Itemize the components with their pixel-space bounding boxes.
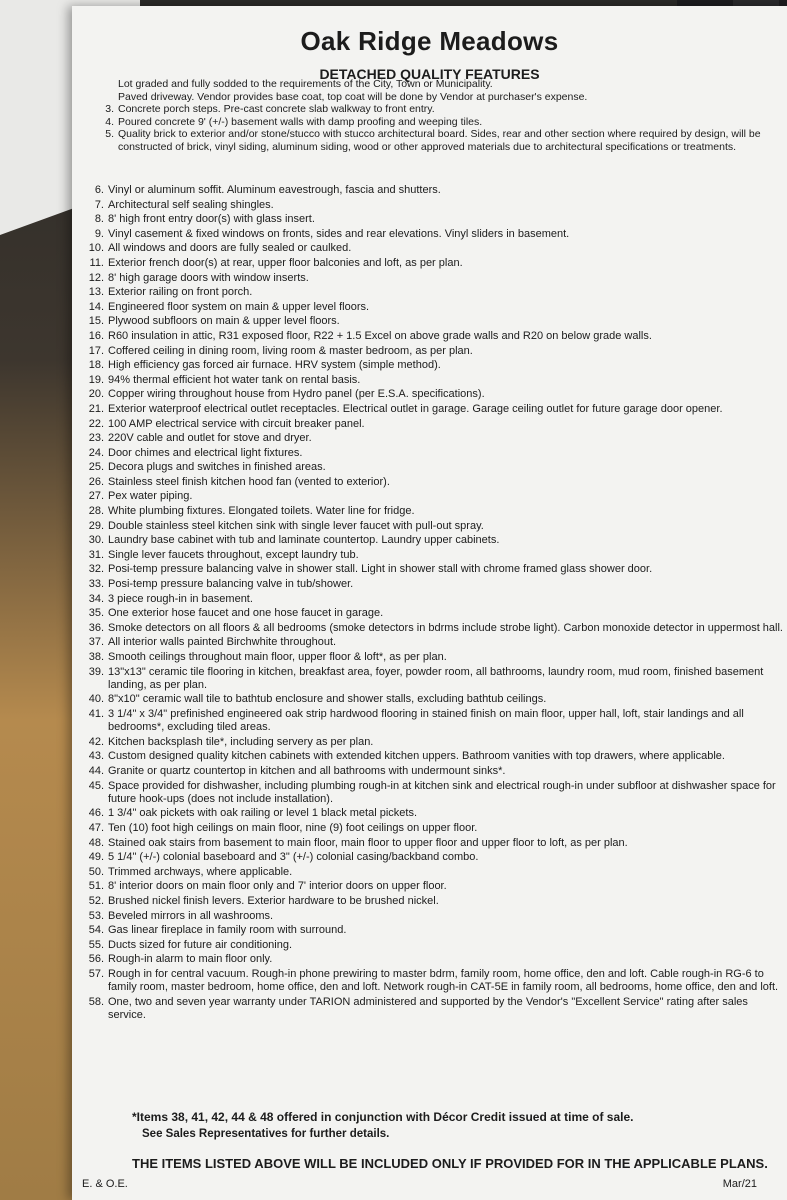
feature-text: Plywood subfloors on main & upper level floors. (108, 315, 340, 328)
feature-number: 54. (88, 924, 104, 937)
feature-number: 41. (88, 707, 104, 720)
feature-number: 6. (94, 184, 104, 196)
eoe-mark: E. & O.E. (82, 1178, 128, 1190)
footnote-line2: See Sales Representatives for further details. (142, 1128, 390, 1140)
feature-text: 5 1/4" (+/-) colonial baseboard and 3" (+/-) colonial casing/backband combo. (108, 851, 479, 864)
feature-text: Quality brick to exterior and/or stone/stucco with stucco architectural board. Sides, rear and other section where required by design, will be constructed of brick, vinyl siding, aluminum siding, wood or other approved materials due to architectural specifications or treatments. (118, 128, 761, 153)
feature-number: 44. (88, 764, 104, 777)
feature-item (78, 666, 783, 692)
feature-number: 3. (105, 103, 114, 115)
feature-item (78, 199, 783, 212)
feature-item (78, 578, 783, 591)
feature-number: 10. (88, 242, 104, 255)
feature-number: 7. (94, 198, 104, 211)
feature-text: Architectural self sealing shingles. (108, 198, 274, 211)
feature-text: 8' high front entry door(s) with glass insert. (108, 213, 315, 226)
feature-item (78, 895, 783, 908)
feature-text: 8' interior doors on main floor only and 7' interior doors on upper floor. (108, 880, 447, 893)
feature-text: Vinyl casement & fixed windows on fronts, sides and rear elevations. Vinyl sliders in basement. (108, 227, 570, 240)
revision-date: Mar/21 (722, 1178, 757, 1190)
feature-number: 53. (88, 909, 104, 922)
feature-number: 38. (88, 651, 104, 663)
feature-text: Exterior waterproof electrical outlet receptacles. Electrical outlet in garage. Garage ceiling outlet for future garage door opener. (108, 402, 723, 415)
feature-text: Posi-temp pressure balancing valve in tub/shower. (108, 578, 354, 591)
feature-item (78, 851, 783, 864)
feature-text: Laundry base cabinet with tub and laminate countertop. Laundry upper cabinets. (108, 534, 500, 547)
feature-number: 46. (88, 807, 104, 820)
feature-item (88, 91, 779, 104)
footnote (132, 1109, 783, 1143)
feature-item (78, 301, 783, 314)
feature-number: 37. (88, 636, 104, 649)
feature-text: Poured concrete 9' (+/-) basement walls with damp proofing and weeping tiles. (118, 115, 483, 128)
feature-number: 12. (88, 271, 104, 284)
feature-item (78, 651, 783, 664)
feature-number: 55. (88, 938, 104, 951)
feature-text: Stainless steel finish kitchen hood fan (vented to exterior). (108, 475, 390, 488)
feature-number: 9. (94, 227, 104, 240)
feature-item (78, 388, 783, 401)
feature-item (78, 996, 783, 1022)
feature-number: 36. (88, 621, 104, 634)
feature-text: Custom designed quality kitchen cabinets with extended kitchen uppers. Bathroom vanities with top drawers, where applicable. (108, 750, 725, 763)
feature-number: 35. (88, 607, 104, 620)
feature-number: 23. (88, 432, 104, 445)
feature-text: Beveled mirrors in all washrooms. (108, 909, 274, 922)
feature-number: 33. (88, 578, 104, 591)
feature-number: 39. (88, 665, 104, 678)
feature-item (78, 549, 783, 562)
feature-item (78, 228, 783, 241)
feature-number: 29. (88, 519, 104, 532)
feature-text: Gas linear fireplace in family room with surround. (108, 924, 347, 937)
feature-text: Vinyl or aluminum soffit. Aluminum eavestrough, fascia and shutters. (108, 184, 441, 196)
feature-text: Brushed nickel finish levers. Exterior hardware to be brushed nickel. (108, 894, 439, 907)
feature-item (78, 924, 783, 937)
feature-item (78, 213, 783, 226)
feature-number: 18. (88, 359, 104, 372)
feature-number: 40. (88, 693, 104, 706)
feature-number: 13. (88, 286, 104, 299)
feature-text: Smoke detectors on all floors & all bedrooms (smoke detectors in bdrms include strobe light). Carbon monoxide detector in uppermost hall. (108, 621, 783, 634)
feature-number: 16. (88, 329, 104, 342)
feature-number: 48. (88, 836, 104, 849)
feature-number: 8. (94, 213, 104, 226)
feature-number (88, 78, 118, 91)
feature-text: Exterior french door(s) at rear, upper floor balconies and loft, as per plan. (108, 256, 463, 269)
feature-number: 14. (88, 300, 104, 313)
feature-text: One, two and seven year warranty under TARION administered and supported by the Vendor's "Excellent Service" rating after sales service. (108, 995, 748, 1021)
feature-number: 52. (88, 894, 104, 907)
feature-text: 94% thermal efficient hot water tank on rental basis. (108, 373, 361, 386)
feature-item (78, 447, 783, 460)
feature-number: 4. (105, 115, 114, 128)
feature-item (78, 432, 783, 445)
feature-number: 26. (88, 475, 104, 488)
feature-item (78, 534, 783, 547)
feature-text: Concrete porch steps. Pre-cast concrete slab walkway to front entry. (118, 103, 435, 115)
feature-text: Rough-in alarm to main floor only. (108, 953, 273, 966)
feature-text: 3 piece rough-in in basement. (108, 592, 253, 605)
feature-item (88, 128, 779, 153)
feature-text: Lot graded and fully sodded to the requirements of the City, Town or Municipality. (118, 78, 493, 90)
feature-number: 19. (88, 373, 104, 386)
feature-item (78, 242, 783, 255)
plans-notice: THE ITEMS LISTED ABOVE WILL BE INCLUDED ONLY IF PROVIDED FOR IN THE APPLICABLE PLANS. (132, 1156, 768, 1171)
feature-item (78, 359, 783, 372)
document-subtitle: DETACHED QUALITY FEATURES (319, 66, 540, 82)
feature-item (78, 184, 783, 197)
feature-number: 11. (89, 256, 104, 269)
feature-number (88, 91, 118, 104)
feature-text: Smooth ceilings throughout main floor, upper floor & loft*, as per plan. (108, 651, 447, 663)
feature-text: Space provided for dishwasher, including plumbing rough-in at kitchen sink and electrical rough-in under subfloor at dishwasher space for future hook-ups (does not include installation). (108, 779, 776, 805)
feature-number: 22. (88, 417, 104, 430)
feature-item (78, 822, 783, 835)
feature-text: Pex water piping. (108, 490, 193, 503)
feature-number: 56. (88, 953, 104, 966)
feature-number: 20. (88, 388, 104, 401)
feature-number: 50. (88, 865, 104, 878)
feature-number: 43. (88, 750, 104, 763)
feature-number: 34. (88, 592, 104, 605)
feature-text: 220V cable and outlet for stove and dryer. (108, 432, 312, 445)
feature-number: 32. (88, 563, 104, 576)
feature-item (78, 708, 783, 734)
feature-number: 49. (88, 851, 104, 864)
feature-item (78, 418, 783, 431)
feature-item (78, 374, 783, 387)
feature-item (78, 636, 783, 649)
feature-text: 1 3/4" oak pickets with oak railing or level 1 black metal pickets. (108, 807, 417, 820)
feature-item (78, 330, 783, 343)
feature-text: Rough in for central vacuum. Rough-in phone prewiring to master bdrm, family room, home office, den and loft. Cable rough-in RG-6 to family room, master bedroom, home office, den and loft. Network rough-in CAT-5E in family room, all bedrooms, home office, den and loft. (108, 967, 779, 994)
feature-text: Kitchen backsplash tile*, including servery as per plan. (108, 735, 374, 748)
feature-number: 21. (88, 402, 104, 415)
feature-item (78, 622, 783, 635)
feature-item (78, 403, 783, 416)
feature-text: 100 AMP electrical service with circuit breaker panel. (108, 417, 365, 430)
feature-number: 28. (88, 505, 104, 518)
feature-number: 15. (88, 315, 104, 328)
feature-item (88, 116, 779, 129)
feature-number: 24. (88, 446, 104, 459)
intro-list (88, 78, 779, 153)
feature-text: All windows and doors are fully sealed or caulked. (108, 242, 352, 255)
feature-text: R60 insulation in attic, R31 exposed floor, R22 + 1.5 Excel on above grade walls and R20 on below grade walls. (108, 329, 652, 342)
feature-number: 27. (88, 490, 104, 503)
feature-item (78, 505, 783, 518)
feature-item (88, 103, 779, 116)
feature-item (78, 563, 783, 576)
feature-item (78, 765, 783, 778)
feature-text: 13"x13" ceramic tile flooring in kitchen, breakfast area, foyer, powder room, all bathrooms, laundry room, mud room, finished basement landing, as per plan. (108, 665, 764, 691)
feature-item (78, 315, 783, 328)
feature-item (78, 880, 783, 893)
feature-number: 47. (88, 821, 104, 834)
feature-item (78, 593, 783, 606)
document-page (72, 6, 787, 1200)
document-title: Oak Ridge Meadows (300, 26, 559, 56)
feature-text: Decora plugs and switches in finished areas. (108, 461, 326, 474)
feature-text: Posi-temp pressure balancing valve in shower stall. Light in shower stall with chrome framed glass shower door. (108, 563, 653, 576)
feature-number: 31. (88, 548, 104, 561)
feature-item (78, 939, 783, 952)
features-list (78, 184, 783, 1023)
feature-text: White plumbing fixtures. Elongated toilets. Water line for fridge. (108, 505, 415, 518)
feature-item (78, 286, 783, 299)
feature-item (78, 345, 783, 358)
feature-number: 45. (88, 779, 104, 792)
feature-number: 30. (88, 534, 104, 547)
feature-text: High efficiency gas forced air furnace. HRV system (simple method). (108, 359, 441, 372)
feature-text: Ten (10) foot high ceilings on main floor, nine (9) foot ceilings on upper floor. (108, 821, 478, 834)
feature-item (78, 490, 783, 503)
feature-text: Stained oak stairs from basement to main floor, main floor to upper floor and upper floor to loft, as per plan. (108, 836, 628, 849)
feature-item (78, 807, 783, 820)
feature-item (78, 968, 783, 994)
feature-text: Paved driveway. Vendor provides base coat, top coat will be done by Vendor at purchaser's expense. (118, 90, 588, 103)
feature-item (78, 866, 783, 879)
feature-item (78, 780, 783, 806)
feature-text: Trimmed archways, where applicable. (108, 865, 293, 878)
feature-text: Exterior railing on front porch. (108, 286, 253, 299)
feature-number: 57. (88, 967, 104, 980)
feature-item (78, 953, 783, 966)
feature-item (78, 693, 783, 706)
feature-text: Double stainless steel kitchen sink with single lever faucet with pull-out spray. (108, 519, 484, 532)
feature-item (78, 837, 783, 850)
feature-text: Coffered ceiling in dining room, living room & master bedroom, as per plan. (108, 344, 473, 357)
feature-number: 17. (88, 344, 104, 357)
feature-text: Ducts sized for future air conditioning. (108, 938, 293, 951)
feature-item (88, 78, 779, 91)
feature-number: 58. (88, 995, 104, 1008)
feature-text: 8"x10" ceramic wall tile to bathtub enclosure and shower stalls, excluding bathtub ceilings. (108, 693, 547, 706)
footnote-line1: *Items 38, 41, 42, 44 & 48 offered in conjunction with Décor Credit issued at time of sale. (132, 1110, 634, 1124)
feature-text: 3 1/4" x 3/4" prefinished engineered oak strip hardwood flooring in stained finish on main floor, upper hall, loft, stair landings and all bedrooms*, excluding tiled areas. (108, 707, 744, 734)
feature-text: Single lever faucets throughout, except laundry tub. (108, 548, 359, 561)
feature-item (78, 272, 783, 285)
feature-item (78, 750, 783, 763)
feature-text: All interior walls painted Birchwhite throughout. (108, 636, 337, 649)
feature-item (78, 910, 783, 923)
feature-number: 5. (105, 128, 114, 140)
feature-item (78, 736, 783, 749)
feature-item (78, 476, 783, 489)
feature-text: Granite or quartz countertop in kitchen and all bathrooms with undermount sinks*. (108, 764, 506, 777)
feature-item (78, 257, 783, 270)
feature-number: 42. (88, 735, 104, 748)
feature-number: 25. (88, 461, 104, 474)
feature-item (78, 607, 783, 620)
feature-text: 8' high garage doors with window inserts. (108, 271, 309, 284)
feature-number: 51. (88, 880, 104, 893)
feature-item (78, 461, 783, 474)
feature-text: Copper wiring throughout house from Hydro panel (per E.S.A. specifications). (108, 388, 485, 401)
feature-item (78, 520, 783, 533)
feature-text: One exterior hose faucet and one hose faucet in garage. (108, 607, 384, 620)
feature-text: Engineered floor system on main & upper level floors. (108, 300, 370, 313)
feature-text: Door chimes and electrical light fixtures. (108, 446, 303, 459)
